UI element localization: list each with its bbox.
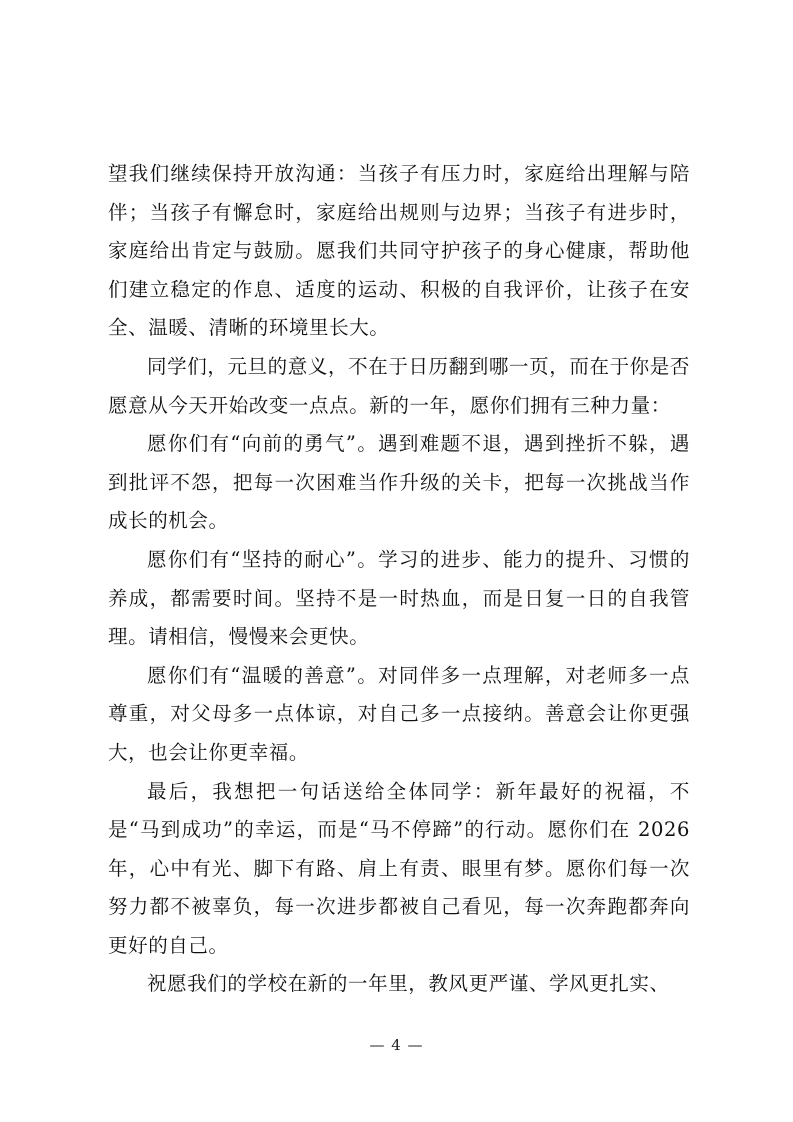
page-number: — 4 —: [369, 1036, 424, 1054]
paragraph: 愿你们有“坚持的耐心”。学习的进步、能力的提升、习惯的养成，都需要时间。坚持不是一时热血，而是日复一日的自我管理。请相信，慢慢来会更快。: [108, 547, 690, 649]
paragraph: 愿你们有“向前的勇气”。遇到难题不退，遇到挫折不躲，遇到批评不怨，把每一次困难当作升级的关卡，把每一次挑战当作成长的机会。: [108, 432, 690, 533]
paragraph-continued: 望我们继续保持开放沟通：当孩子有压力时，家庭给出理解与陪伴；当孩子有懈怠时，家庭给出规则与边界；当孩子有进步时，家庭给出肯定与鼓励。愿我们共同守护孩子的身心健康，帮助他们建立稳定的作息、适度的运动、积极的自我评价，让孩子在安全、温暖、清晰的环境里长大。: [108, 162, 690, 340]
paragraph: 最后，我想把一句话送给全体同学：新年最好的祝福，不是“马到成功”的幸运，而是“马不停蹄”的行动。愿你们在 2026 年，心中有光、脚下有路、肩上有责、眼里有梦。愿你们每一次努力都不被辜负，每一次进步都被自己看见，每一次奔跑都奔向更好的自己。: [108, 779, 690, 957]
body-text: [108, 155, 690, 1004]
paragraph: 同学们，元旦的意义，不在于日历翻到哪一页，而在于你是否愿意从今天开始改变一点点。新的一年，愿你们拥有三种力量：: [108, 354, 690, 417]
paragraph: 愿你们有“温暖的善意”。对同伴多一点理解，对老师多一点尊重，对父母多一点体谅，对自己多一点接纳。善意会让你更强大，也会让你更幸福。: [108, 663, 690, 764]
paragraph: 祝愿我们的学校在新的一年里，教风更严谨、学风更扎实、: [147, 972, 670, 996]
